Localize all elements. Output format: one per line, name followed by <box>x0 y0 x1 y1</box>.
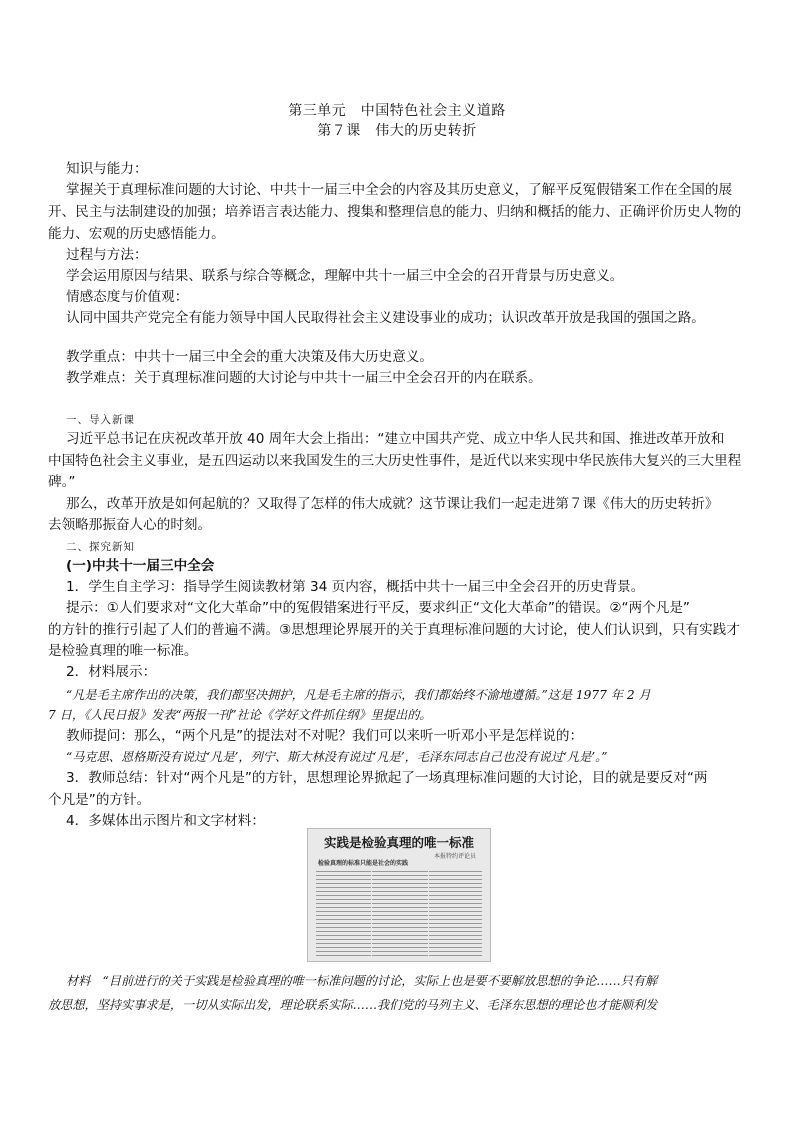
knowledge-label: 知识与能力： <box>66 161 148 177</box>
quote-line-1: “凡是毛主席作出的决策，我们都坚决拥护，凡是毛主席的指示，我们都始终不渝地遵循。”这是 1977 年 2 月 <box>66 688 651 702</box>
process-line: 学会运用原因与结果、联系与综合等概念，理解中共十一届三中全会的召开背景与历史意义。 <box>66 268 624 284</box>
explore-line-4: 是检验真理的唯一标准。 <box>48 643 198 659</box>
quote-line-2: 7 日，《人民日报》发表“两报一刊”社论《学好文件抓住纲》里提出的。 <box>48 708 432 722</box>
deng-quote: “马克思、恩格斯没有说过‘凡是’，列宁、斯大林没有说过‘凡是’，毛泽东同志自己也没有说过‘凡是’。” <box>66 750 608 764</box>
clipping-column-gap <box>428 871 429 957</box>
material-line-1: 材料 “目前进行的关于实践是检验真理的唯一标准问题的讨论，实际上也是要不要解放思想的争论……只有解 <box>66 974 658 988</box>
clipping-column-gap <box>371 871 372 957</box>
emotion-line: 认同中国共产党完全有能力领导中国人民取得社会主义建设事业的成功；认识改革开放是我国的强国之路。 <box>66 310 705 326</box>
explore-line-5: 2．材料展示： <box>66 664 157 680</box>
explore-line-11: 个凡是”的方针。 <box>48 792 151 808</box>
emotion-label: 情感态度与价值观： <box>66 289 189 305</box>
difficulty-point: 教学难点：关于真理标准问题的大讨论与中共十一届三中全会召开的内在联系。 <box>66 370 542 386</box>
explore-line-8: 教师提问：那么，“两个凡是”的提法对不对呢？我们可以来听一听邓小平是怎样说的： <box>66 728 584 744</box>
explore-line-12: 4．多媒体出示图片和文字材料： <box>66 813 265 829</box>
clipping-headline: 实践是检验真理的唯一标准 <box>323 835 474 850</box>
process-label: 过程与方法： <box>66 247 148 263</box>
section-one-heading: (一)中共十一届三中全会 <box>66 558 215 574</box>
knowledge-line-1: 掌握关于真理标准问题的大讨论、中共十一届三中全会的内容及其历史意义，了解平反冤假错案工作在全国的展 <box>66 182 733 198</box>
intro-line-3: 碑。” <box>48 474 76 490</box>
clipping-subline: 检验真理的标准只能是社会的实践 <box>318 860 409 867</box>
intro-line-5: 去领略那振奋人心的时刻。 <box>48 517 212 533</box>
intro-line-1: 习近平总书记在庆祝改革开放 40 周年大会上指出：“建立中国共产党、成立中华人民共和国、推进改革开放和 <box>66 431 725 447</box>
knowledge-line-3: 能力、宏观的历史感悟能力。 <box>48 226 225 242</box>
intro-line-4: 那么，改革开放是如何起航的？又取得了怎样的伟大成就？这节课让我们一起走进第７课《伟大的历史转折》 <box>66 496 719 512</box>
lesson-title: 第７课 伟大的历史转折 <box>317 123 477 139</box>
explore-line-2: 提示：①人们要求对“文化大革命”中的冤假错案进行平反，要求纠正“文化大革命”的错误。②“两个凡是” <box>66 600 690 616</box>
explore-line-1: 1．学生自主学习：指导学生阅读教材第 34 页内容，概括中共十一届三中全会召开的历史背景。 <box>66 579 645 595</box>
clipping-body-text <box>316 871 482 957</box>
explore-line-10: 3．教师总结：针对“两个凡是”的方针，思想理论界掀起了一场真理标准问题的大讨论，目的就是要反对“两 <box>66 770 708 786</box>
material-line-2: 放思想，坚持实事求是，一切从实际出发，理论联系实际……我们党的马列主义、毛泽东思想的理论也才能顺利发 <box>48 998 658 1012</box>
explore-line-3: 的方针的推行引起了人们的普遍不满。③思想理论界展开的关于真理标准问题的大讨论，使人们认识到，只有实践才 <box>48 622 740 638</box>
explore-heading: 二、探究新知 <box>66 541 135 553</box>
knowledge-line-2: 开、民主与法制建设的加强；培养语言表达能力、搜集和整理信息的能力、归纳和概括的能力、正确评价历史人物的 <box>48 204 742 220</box>
intro-heading: 一、导入新课 <box>66 414 135 426</box>
intro-line-2: 中国特色社会主义事业，是五四运动以来我国发生的三大历史性事件，是近代以来实现中华民族伟大复兴的三大里程 <box>48 453 742 469</box>
clipping-byline: 本报特约评论员 <box>433 853 476 860</box>
unit-title: 第三单元 中国特色社会主义道路 <box>288 103 506 119</box>
newspaper-clipping-image <box>307 828 491 962</box>
key-point: 教学重点：中共十一届三中全会的重大决策及伟大历史意义。 <box>66 349 434 365</box>
